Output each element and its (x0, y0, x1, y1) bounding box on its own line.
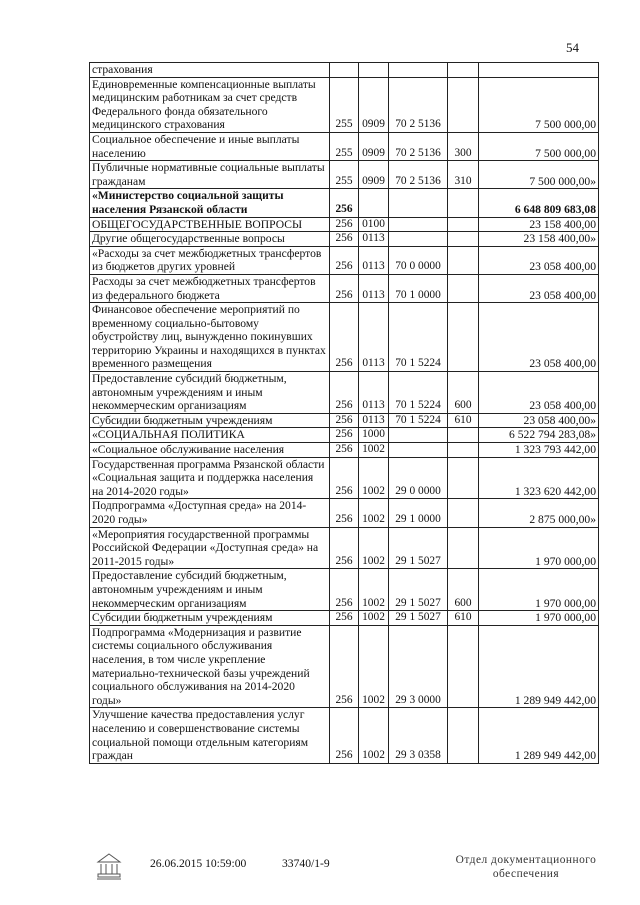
row-ministry-code-cell: 256 (330, 246, 359, 274)
row-ministry-code-cell (330, 63, 359, 78)
row-ministry-code-cell: 255 (330, 77, 359, 132)
row-expense-type-cell: 300 (448, 132, 479, 160)
row-name-cell: «Расходы за счет межбюджетных трансфертов из бюджетов других уровней (90, 246, 330, 274)
row-ministry-code-cell: 256 (330, 303, 359, 372)
row-ministry-code-cell: 255 (330, 161, 359, 189)
row-target-article-cell (389, 189, 448, 217)
row-ministry-code-cell: 256 (330, 611, 359, 626)
row-expense-type-cell (448, 443, 479, 458)
row-amount-cell: 23 058 400,00 (479, 274, 599, 302)
row-name-cell: «Министерство социальной защиты населения Рязанской области (90, 189, 330, 217)
row-target-article-cell: 29 0 0000 (389, 457, 448, 499)
row-section-code-cell: 1002 (359, 499, 389, 527)
row-ministry-code-cell: 256 (330, 443, 359, 458)
row-name-cell: Предоставление субсидий бюджетным, автономным учреждениям и иным некоммерческим организациям (90, 372, 330, 414)
row-ministry-code-cell: 256 (330, 413, 359, 428)
row-name-cell: Государственная программа Рязанской области «Социальная защита и поддержка населения на 2014-2020 годы» (90, 457, 330, 499)
row-name-cell: страхования (90, 63, 330, 78)
footer-department-line: обеспечения (492, 868, 560, 880)
row-expense-type-cell (448, 428, 479, 443)
row-target-article-cell (389, 63, 448, 78)
row-section-code-cell: 0113 (359, 372, 389, 414)
row-name-cell: Социальное обеспечение и иные выплаты населению (90, 132, 330, 160)
row-target-article-cell: 70 1 0000 (389, 274, 448, 302)
row-ministry-code-cell: 256 (330, 217, 359, 232)
row-target-article-cell: 29 1 0000 (389, 499, 448, 527)
row-amount-cell: 7 500 000,00» (479, 161, 599, 189)
row-ministry-code-cell: 256 (330, 499, 359, 527)
row-amount-cell: 1 970 000,00 (479, 527, 599, 569)
row-expense-type-cell: 600 (448, 569, 479, 611)
row-name-cell: Субсидии бюджетным учреждениям (90, 413, 330, 428)
row-expense-type-cell (448, 217, 479, 232)
row-name-cell: Предоставление субсидий бюджетным, автономным учреждениям и иным некоммерческим организациям (90, 569, 330, 611)
row-expense-type-cell: 600 (448, 372, 479, 414)
row-name-cell: Другие общегосударственные вопросы (90, 232, 330, 247)
row-ministry-code-cell: 256 (330, 189, 359, 217)
footer-department-stamp (446, 853, 606, 881)
row-amount-cell: 6 522 794 283,08» (479, 428, 599, 443)
table-row (90, 625, 599, 708)
row-name-cell: «Мероприятия государственной программы Российской Федерации «Доступная среда» на 2011-2015 годы» (90, 527, 330, 569)
table-row (90, 132, 599, 160)
row-name-cell: Единовременные компенсационные выплаты медицинским работникам за счет средств Федерального фонда обязательного медицинского страхования (90, 77, 330, 132)
row-name-cell: Улучшение качества предоставления услуг населению и совершенствование системы социальной помощи отдельным категориям граждан (90, 708, 330, 763)
row-name-cell: Публичные нормативные социальные выплаты гражданам (90, 161, 330, 189)
row-section-code-cell: 0113 (359, 274, 389, 302)
row-ministry-code-cell: 256 (330, 625, 359, 708)
page-number: 54 (566, 40, 579, 55)
row-amount-cell: 1 289 949 442,00 (479, 625, 599, 708)
row-section-code-cell (359, 63, 389, 78)
table-row (90, 77, 599, 132)
row-section-code-cell: 0909 (359, 161, 389, 189)
row-amount-cell: 23 058 400,00 (479, 372, 599, 414)
row-target-article-cell: 29 1 5027 (389, 569, 448, 611)
row-expense-type-cell (448, 708, 479, 763)
table-row (90, 63, 599, 78)
row-amount-cell: 1 323 793 442,00 (479, 443, 599, 458)
footer-document-number: 33740/1-9 (282, 857, 330, 870)
row-section-code-cell: 1002 (359, 457, 389, 499)
budget-table (89, 62, 599, 764)
row-ministry-code-cell: 256 (330, 569, 359, 611)
row-name-cell: «СОЦИАЛЬНАЯ ПОЛИТИКА (90, 428, 330, 443)
row-expense-type-cell (448, 232, 479, 247)
row-ministry-code-cell: 256 (330, 457, 359, 499)
row-section-code-cell: 0113 (359, 413, 389, 428)
row-expense-type-cell (448, 457, 479, 499)
row-name-cell: Субсидии бюджетным учреждениям (90, 611, 330, 626)
table-row (90, 569, 599, 611)
row-amount-cell: 7 500 000,00 (479, 132, 599, 160)
row-expense-type-cell (448, 499, 479, 527)
table-row (90, 274, 599, 302)
row-expense-type-cell (448, 189, 479, 217)
building-emblem-icon (96, 852, 122, 880)
row-section-code-cell: 1002 (359, 625, 389, 708)
row-amount-cell: 23 158 400,00 (479, 217, 599, 232)
table-row (90, 428, 599, 443)
row-expense-type-cell (448, 303, 479, 372)
row-ministry-code-cell: 256 (330, 527, 359, 569)
footer-department-line: Отдел документационного (455, 854, 597, 866)
row-section-code-cell: 1000 (359, 428, 389, 443)
row-name-cell: Расходы за счет межбюджетных трансфертов из федерального бюджета (90, 274, 330, 302)
row-amount-cell: 1 323 620 442,00 (479, 457, 599, 499)
row-target-article-cell: 70 2 5136 (389, 77, 448, 132)
row-amount-cell: 1 970 000,00 (479, 611, 599, 626)
row-target-article-cell: 29 1 5027 (389, 527, 448, 569)
row-expense-type-cell (448, 63, 479, 78)
row-amount-cell: 23 158 400,00» (479, 232, 599, 247)
row-expense-type-cell (448, 625, 479, 708)
row-section-code-cell (359, 189, 389, 217)
row-amount-cell: 23 058 400,00 (479, 246, 599, 274)
row-target-article-cell: 70 1 5224 (389, 413, 448, 428)
row-ministry-code-cell: 256 (330, 708, 359, 763)
row-name-cell: Финансовое обеспечение мероприятий по временному социально-бытовому обустройству лиц, вынужденно покинувших территорию Украины и находящихся в пунктах временного размещения (90, 303, 330, 372)
row-target-article-cell (389, 428, 448, 443)
table-row (90, 217, 599, 232)
row-ministry-code-cell: 256 (330, 274, 359, 302)
row-target-article-cell: 70 1 5224 (389, 372, 448, 414)
row-ministry-code-cell: 256 (330, 428, 359, 443)
row-ministry-code-cell: 256 (330, 232, 359, 247)
table-row (90, 303, 599, 372)
row-expense-type-cell: 610 (448, 413, 479, 428)
row-target-article-cell: 70 0 0000 (389, 246, 448, 274)
table-row (90, 708, 599, 763)
row-target-article-cell: 70 1 5224 (389, 303, 448, 372)
row-section-code-cell: 0113 (359, 246, 389, 274)
row-section-code-cell: 0113 (359, 232, 389, 247)
row-target-article-cell: 29 3 0000 (389, 625, 448, 708)
row-target-article-cell: 29 1 5027 (389, 611, 448, 626)
table-row (90, 413, 599, 428)
table-row (90, 232, 599, 247)
row-expense-type-cell: 310 (448, 161, 479, 189)
row-name-cell: Подпрограмма «Доступная среда» на 2014-2020 годы» (90, 499, 330, 527)
row-ministry-code-cell: 256 (330, 372, 359, 414)
table-row (90, 611, 599, 626)
table-row (90, 527, 599, 569)
row-expense-type-cell (448, 246, 479, 274)
row-amount-cell: 23 058 400,00» (479, 413, 599, 428)
row-amount-cell: 1 970 000,00 (479, 569, 599, 611)
row-amount-cell: 2 875 000,00» (479, 499, 599, 527)
row-target-article-cell: 70 2 5136 (389, 161, 448, 189)
row-section-code-cell: 1002 (359, 611, 389, 626)
table-row (90, 457, 599, 499)
row-section-code-cell: 1002 (359, 569, 389, 611)
row-amount-cell (479, 63, 599, 78)
row-expense-type-cell: 610 (448, 611, 479, 626)
row-target-article-cell: 70 2 5136 (389, 132, 448, 160)
row-name-cell: ОБЩЕГОСУДАРСТВЕННЫЕ ВОПРОСЫ (90, 217, 330, 232)
row-section-code-cell: 1002 (359, 527, 389, 569)
table-row (90, 499, 599, 527)
table-row (90, 189, 599, 217)
row-amount-cell: 6 648 809 683,08 (479, 189, 599, 217)
row-target-article-cell (389, 232, 448, 247)
row-section-code-cell: 1002 (359, 443, 389, 458)
table-row (90, 443, 599, 458)
row-target-article-cell (389, 443, 448, 458)
row-amount-cell: 7 500 000,00 (479, 77, 599, 132)
row-amount-cell: 1 289 949 442,00 (479, 708, 599, 763)
row-ministry-code-cell: 255 (330, 132, 359, 160)
table-row (90, 372, 599, 414)
row-target-article-cell (389, 217, 448, 232)
row-section-code-cell: 0909 (359, 77, 389, 132)
row-name-cell: «Социальное обслуживание населения (90, 443, 330, 458)
row-expense-type-cell (448, 527, 479, 569)
table-row (90, 161, 599, 189)
row-amount-cell: 23 058 400,00 (479, 303, 599, 372)
table-row (90, 246, 599, 274)
row-expense-type-cell (448, 274, 479, 302)
row-section-code-cell: 1002 (359, 708, 389, 763)
row-name-cell: Подпрограмма «Модернизация и развитие системы социального обслуживания населения, в том числе укрепление материально-технической базы учреждений социального обслуживания на 2014-2020 годы» (90, 625, 330, 708)
row-target-article-cell: 29 3 0358 (389, 708, 448, 763)
footer-date: 26.06.2015 10:59:00 (150, 857, 247, 870)
row-expense-type-cell (448, 77, 479, 132)
budget-table-body (90, 63, 599, 764)
row-section-code-cell: 0100 (359, 217, 389, 232)
row-section-code-cell: 0909 (359, 132, 389, 160)
row-section-code-cell: 0113 (359, 303, 389, 372)
